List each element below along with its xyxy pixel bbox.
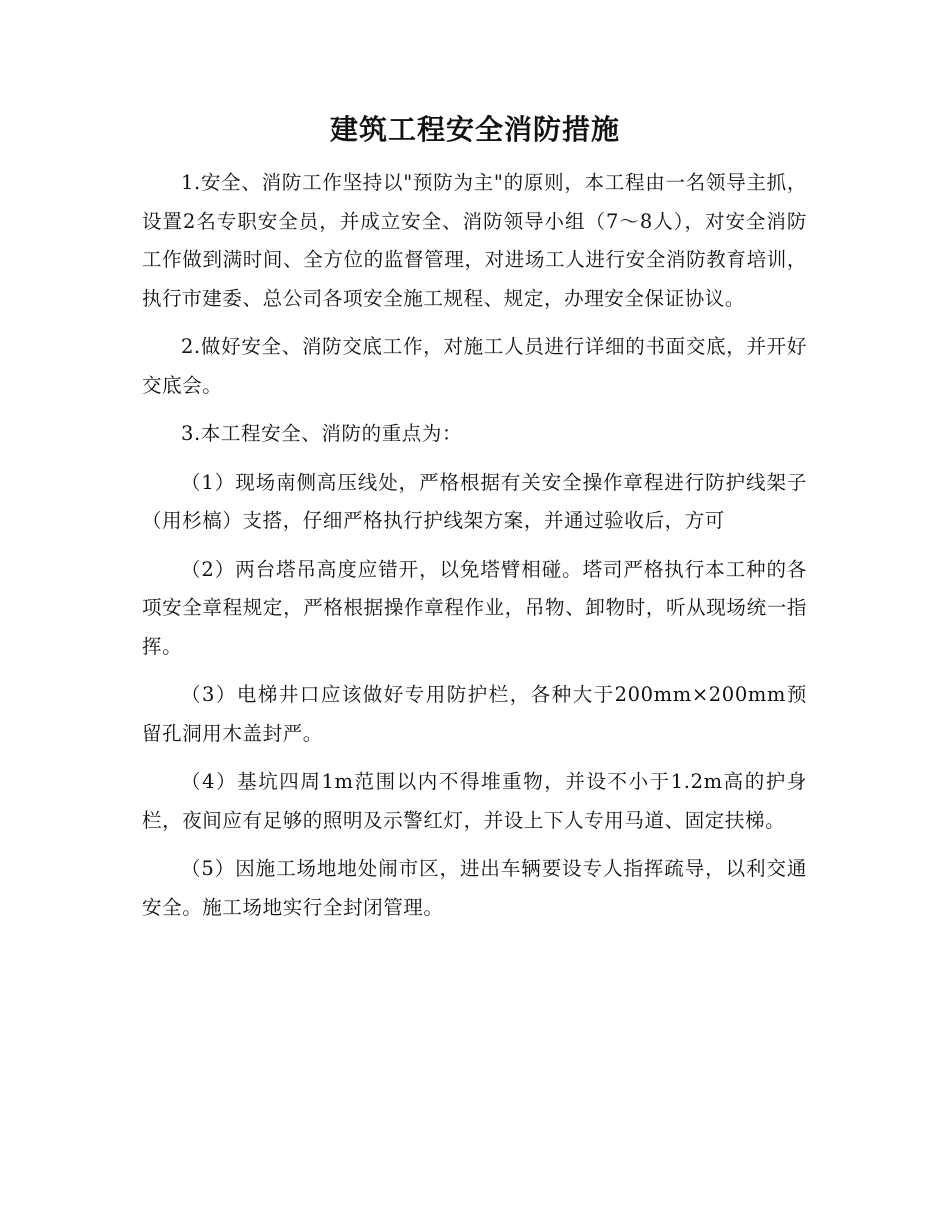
document-title: 建筑工程安全消防措施 [329,113,620,146]
paragraph-6: （3）电梯井口应该做好专用防护栏，各种大于200mm×200mm预留孔洞用木盖封严。 [142,683,807,745]
paragraph-4: （1）现场南侧高压线处，严格根据有关安全操作章程进行防护线架子（用杉槁）支搭，仔细严格执行护线架方案，并通过验收后，方可 [142,470,807,532]
paragraph-7: （4）基坑四周1m范围以内不得堆重物，并设不小于1.2m高的护身栏，夜间应有足够的照明及示警红灯，并设上下人专用马道、固定扶梯。 [142,770,807,832]
document-body [142,164,807,927]
paragraph-1: 1.安全、消防工作坚持以"预防为主"的原则，本工程由一名领导主抓，设置2名专职安全员，并成立安全、消防领导小组（7～8人），对安全消防工作做到满时间、全方位的监督管理，对进场工人进行安全消防教育培训，执行市建委、总公司各项安全施工规程、规定，办理安全保证协议。 [142,171,807,310]
paragraph-5: （2）两台塔吊高度应错开，以免塔臂相碰。塔司严格执行本工种的各项安全章程规定，严格根据操作章程作业，吊物、卸物时，听从现场统一指挥。 [142,557,807,658]
paragraph-2: 2.做好安全、消防交底工作，对施工人员进行详细的书面交底，并开好交底会。 [142,335,807,397]
paragraph-8: （5）因施工场地地处闹市区，进出车辆要设专人指挥疏导，以利交通安全。施工场地实行全封闭管理。 [142,857,807,919]
paragraph-3: 3.本工程安全、消防的重点为： [181,422,463,445]
